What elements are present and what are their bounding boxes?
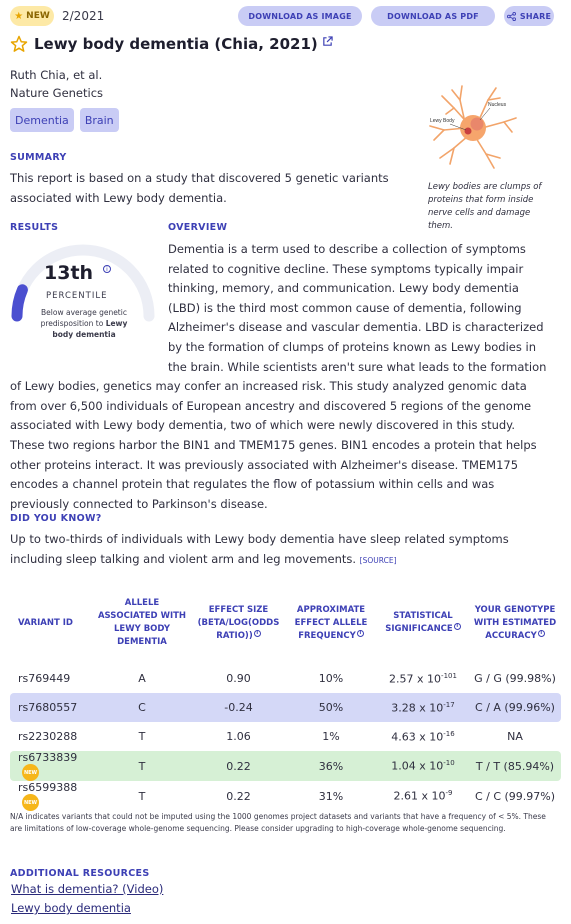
new-variant-badge: NEW — [22, 764, 39, 781]
summary-text: This report is based on a study that discovered 5 genetic variants associated with Lewy body dementia. — [10, 171, 389, 205]
effect-size: -0.24 — [192, 693, 285, 722]
frequency-info-icon[interactable]: i — [357, 630, 364, 637]
significance: 2.57 x $10^{-101}$ — [389, 671, 457, 686]
effect-size: 0.22 — [226, 789, 251, 803]
col-header-effect: EFFECT SIZE (BETA/LOG(ODDS RATIO)) i — [197, 604, 280, 641]
genotype: C / C (99.97%) — [474, 789, 556, 803]
effect-size: 0.22 — [192, 751, 285, 781]
overview-text: Dementia is a term used to describe a collection of symptoms related to cognitive decline. These symptoms typically impair thinking, memory, and communication. Lewy body dementia (LBD) is the third most common cause of dementia, following Alzheimer's disease and vascular dementia. LBD is characterized by the formation of clumps of proteins known as Lewy bodies in the brain. While scientists aren't sure what leads to the formation of Lewy bodies, genetics may confer an increased risk. This study analyzed genomic data from over 6,500 individuals of European ancestry and discovered 5 regions of the genome associated with Lewy body dementia, two of which were newly discovered in this study. These two regions harbor the BIN1 and TMEM175 genes. BIN1 encodes a protein that helps other proteins interact. It was previously associated with Alzheimer's disease. TMEM175 encodes a channel protein that regulates the flow of potassium within cells and was previously connected to Parkinson's disease. — [10, 242, 547, 511]
variant-id: rs6733839NEW — [10, 751, 92, 781]
genotype-info-icon[interactable]: i — [538, 630, 545, 637]
resources-heading: ADDITIONAL RESOURCES — [10, 868, 150, 879]
tag-brain[interactable]: Brain — [80, 108, 119, 132]
tag-list — [10, 108, 119, 132]
frequency: 1% — [322, 730, 340, 743]
table-row — [10, 693, 561, 722]
variant-id: rs2230288 — [18, 730, 78, 743]
tag-dementia[interactable]: Dementia — [10, 108, 74, 132]
variants-table — [10, 582, 561, 811]
title-row — [10, 35, 333, 53]
summary-heading: SUMMARY — [10, 152, 67, 163]
percentile-label: PERCENTILE — [46, 291, 108, 301]
variant-id: rs7680557 — [10, 693, 92, 722]
genotype: G / G (99.98%) — [474, 672, 556, 685]
table-header-row — [10, 582, 561, 664]
neuron-illustration — [424, 78, 520, 172]
download-pdf-label: DOWNLOAD AS PDF — [387, 11, 479, 21]
did-you-know-block — [10, 530, 555, 570]
significance-info-icon[interactable]: i — [454, 623, 461, 630]
allele: T — [138, 730, 146, 743]
nucleus-label: Nucleus — [488, 102, 507, 108]
table-row — [10, 751, 561, 781]
effect-info-icon[interactable]: i — [254, 630, 261, 637]
favorite-star-icon[interactable] — [10, 35, 28, 53]
new-badge-label: NEW — [26, 11, 50, 21]
overview-heading: OVERVIEW — [168, 222, 228, 233]
frequency: 36% — [285, 751, 377, 781]
significance: 2.61 x $10^{-9}$ — [393, 789, 453, 803]
allele: C — [92, 693, 192, 722]
new-variant-badge: NEW — [22, 794, 39, 811]
percentile-rank: 13th — [44, 262, 94, 284]
frequency: 50% — [285, 693, 377, 722]
significance: 4.63 x $10^{-16}$ — [391, 729, 455, 744]
page-title: Lewy body dementia (Chia, 2021) — [34, 35, 318, 53]
overview-block — [10, 240, 551, 514]
allele: T — [92, 751, 192, 781]
effect-size: 1.06 — [226, 730, 251, 743]
col-header-variant: VARIANT ID — [18, 617, 73, 628]
allele: T — [138, 789, 146, 803]
allele: A — [138, 672, 146, 685]
share-icon — [507, 12, 516, 21]
col-header-significance: STATISTICAL SIGNIFICANCE i — [377, 582, 469, 664]
table-row — [10, 722, 561, 751]
lewy-body-label: Lewy Body — [430, 118, 455, 124]
significance: 3.28 x $10^{-17}$ — [377, 693, 469, 722]
external-link-icon[interactable] — [322, 36, 333, 47]
table-row — [10, 781, 561, 811]
variant-id: rs6599388NEW — [10, 781, 92, 811]
col-header-frequency: APPROXIMATE EFFECT ALLELE FREQUENCY i — [294, 604, 368, 641]
report-date: 2/2021 — [62, 9, 105, 23]
variant-id: rs769449 — [18, 672, 71, 685]
author-block — [10, 66, 103, 102]
genotype: T / T (85.94%) — [469, 751, 561, 781]
significance: 1.04 x $10^{-10}$ — [377, 751, 469, 781]
share-button[interactable] — [504, 6, 554, 26]
result-description-text: Below average genetic predisposition to — [40, 308, 127, 328]
download-image-button[interactable] — [238, 6, 362, 26]
star-icon: ★ — [14, 10, 24, 22]
did-you-know-text: Up to two-thirds of individuals with Lewy body dementia have sleep related symptoms including sleep talking and violent arm and leg movements. — [10, 532, 509, 566]
resource-link-what-is-dementia[interactable]: What is dementia? (Video) — [11, 882, 164, 896]
journal: Nature Genetics — [10, 86, 104, 100]
figure-caption: Lewy bodies are clumps of proteins that form inside nerve cells and damage them. — [428, 182, 542, 231]
frequency: 31% — [318, 789, 344, 803]
genotype: C / A (99.96%) — [469, 693, 561, 722]
share-label: SHARE — [519, 11, 552, 21]
results-heading: RESULTS — [10, 222, 59, 233]
info-icon[interactable]: i — [103, 265, 111, 273]
col-header-allele: ALLELE ASSOCIATED WITH LEWY BODY DEMENTIA — [97, 598, 187, 647]
authors: Ruth Chia, et al. — [10, 68, 103, 82]
table-footnote: N/A indicates variants that could not be imputed using the 1000 genomes project datasets and variants that have a frequency of < 5%. These are limitations of low-coverage whole-genome sequencing. Please consider upgrading to high-coverage whole-genome sequencing. — [10, 812, 546, 833]
top-bar — [10, 6, 561, 26]
genotype: NA — [507, 730, 523, 743]
table-row — [10, 664, 561, 693]
result-description-condition: Lewy body dementia — [52, 319, 128, 339]
new-badge — [10, 6, 54, 26]
download-image-label: DOWNLOAD AS IMAGE — [248, 11, 352, 21]
frequency: 10% — [318, 672, 344, 685]
effect-size: 0.90 — [226, 672, 251, 685]
did-you-know-heading: DID YOU KNOW? — [10, 513, 102, 524]
download-pdf-button[interactable] — [371, 6, 495, 26]
source-link[interactable]: [SOURCE] — [359, 555, 397, 565]
col-header-genotype: YOUR GENOTYPE WITH ESTIMATED ACCURACY i — [473, 604, 557, 641]
resource-link-lewy-body-dementia[interactable]: Lewy body dementia — [11, 901, 131, 915]
